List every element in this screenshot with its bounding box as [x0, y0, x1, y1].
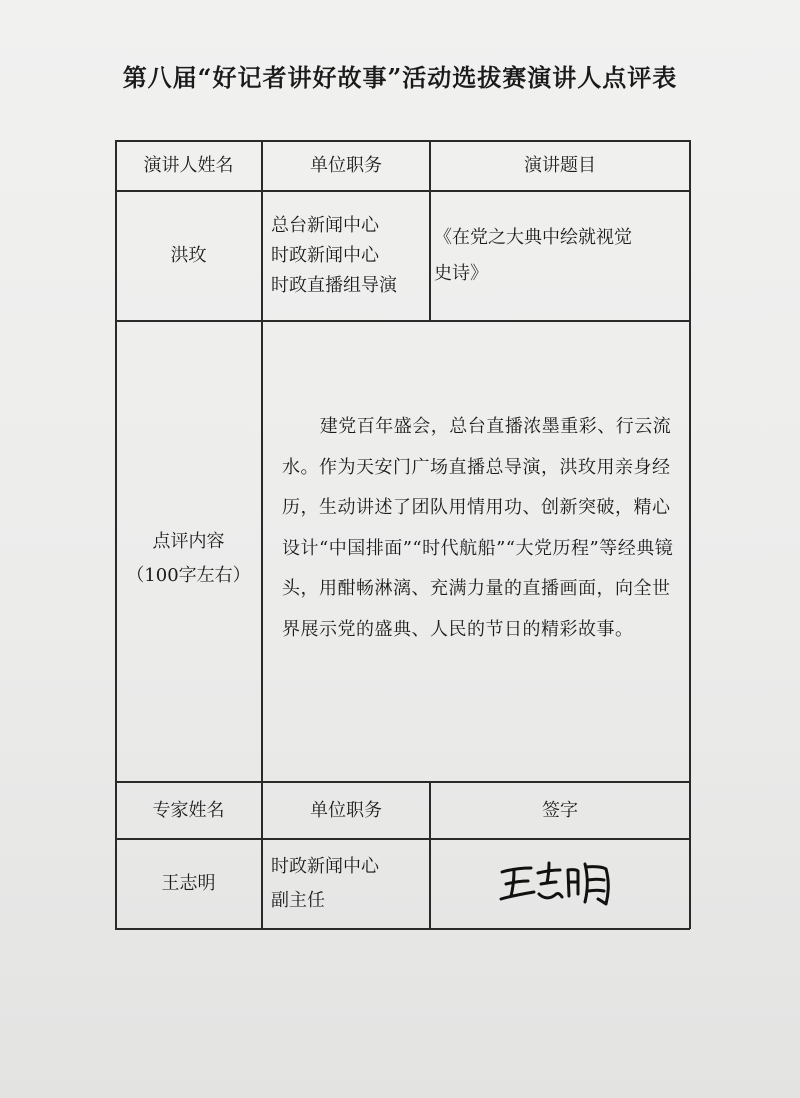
- document-title: 第八届“好记者讲好故事”活动选拔赛演讲人点评表: [122, 63, 678, 92]
- speaker-position-line: 时政直播组导演: [271, 275, 397, 296]
- header-signature: 签字: [542, 799, 578, 821]
- speech-topic: [430, 191, 690, 321]
- signature-stroke: [502, 868, 531, 872]
- speaker-position-line: 总台新闻中心: [271, 215, 379, 236]
- expert-position-line: 时政新闻中心: [271, 856, 379, 877]
- speech-topic-line: 史诗》: [434, 263, 488, 284]
- signature-stroke: [547, 863, 549, 883]
- comment-text: 建党百年盛会，总台直播浓墨重彩、行云流水。作为天安门广场直播总导演，洪玫用亲身经历，生动讲述了团队用情用功、创新突破，精心设计“中国排面”“时代航船”“大党历程”等经典镜头，用酣畅淋漓、充满力量的直播画面，向全世界展示党的盛典、人民的节日的精彩故事。: [282, 416, 674, 640]
- header-speaker-position: 单位职务: [310, 154, 382, 176]
- signature-stroke: [501, 892, 534, 899]
- comment-label-cell: [115, 321, 262, 782]
- signature-stroke: [585, 864, 587, 902]
- signature-stroke: [568, 870, 578, 896]
- header-speech-topic: 演讲题目: [524, 154, 596, 176]
- expert-position-line: 副主任: [271, 890, 325, 911]
- speaker-name: 洪玫: [170, 245, 207, 266]
- signature-stroke: [588, 879, 604, 891]
- speaker-position: [262, 191, 430, 321]
- header-expert-name: 专家姓名: [152, 799, 225, 821]
- signature-stroke: [506, 881, 528, 884]
- handwritten-signature: [498, 858, 638, 910]
- speech-topic-line: 《在党之大典中绘就视觉: [434, 227, 632, 248]
- signature-stroke: [586, 867, 608, 904]
- header-expert-position: 单位职务: [310, 799, 382, 821]
- comment-length-hint: （100字左右）: [126, 564, 251, 586]
- evaluation-form: [115, 140, 690, 929]
- header-speaker-name: 演讲人姓名: [143, 154, 234, 176]
- expert-position: [262, 839, 430, 929]
- signature-stroke: [541, 882, 556, 884]
- expert-name: 王志明: [161, 873, 216, 894]
- signature-stroke: [539, 894, 562, 898]
- speaker-position-line: 时政新闻中心: [271, 245, 379, 266]
- comment-label: 点评内容: [152, 530, 225, 552]
